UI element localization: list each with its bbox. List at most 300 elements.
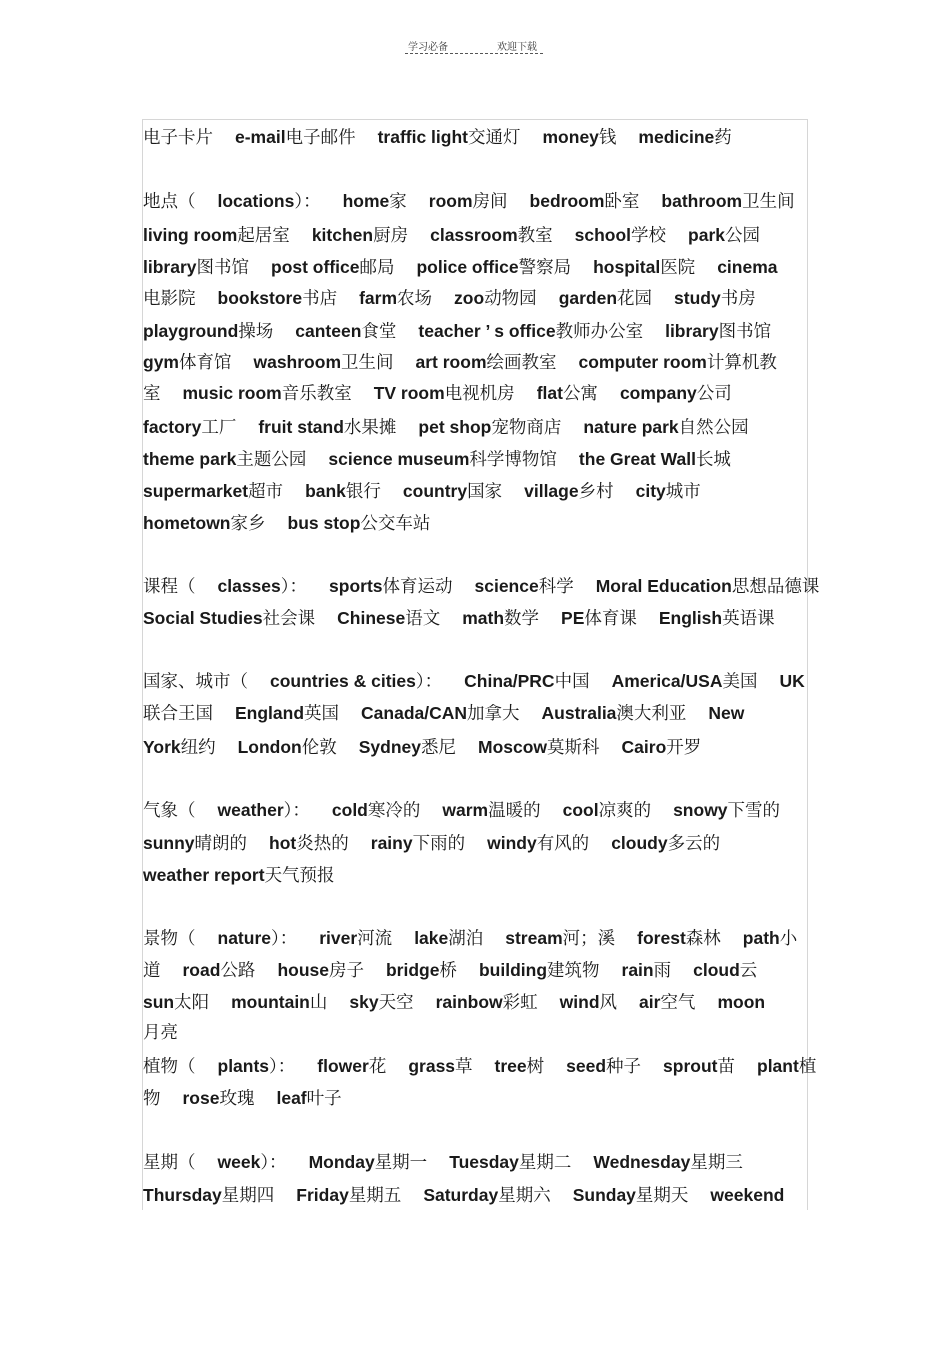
chinese-meaning: 长城 (695, 450, 731, 470)
chinese-meaning: 星期五 (348, 1186, 402, 1206)
english-word: library (665, 321, 719, 341)
english-word: plants (217, 1056, 270, 1076)
vocab-term (218, 289, 338, 309)
chinese-meaning: 凉爽的 (598, 801, 652, 821)
chinese-meaning: 房间 (472, 192, 508, 212)
vocab-term (710, 1186, 784, 1206)
english-word: nature park (583, 417, 679, 437)
vocab-term (524, 482, 613, 502)
chinese-meaning: 下雪的 (727, 801, 781, 821)
chinese-meaning: 湖泊 (448, 929, 484, 949)
vocab-term (663, 1057, 735, 1077)
english-word: hometown (143, 513, 231, 533)
chinese-meaning: 宠物商店 (491, 418, 562, 438)
vocab-term (183, 1089, 255, 1109)
vocab-line (143, 416, 749, 439)
vocab-term (543, 128, 617, 148)
english-word: playground (143, 321, 239, 341)
english-word: rain (621, 960, 654, 980)
english-word: company (619, 383, 697, 403)
chinese-meaning: 美国 (722, 672, 758, 692)
english-word: Thursday (143, 1185, 222, 1205)
vocab-line (143, 959, 757, 982)
vocab-term (143, 1089, 161, 1109)
vocab-term (143, 577, 196, 597)
chinese-meaning: 房子 (328, 961, 364, 981)
vocab-term (143, 450, 306, 470)
english-word: park (688, 225, 726, 245)
vocab-term (423, 1186, 550, 1206)
vocab-term (143, 609, 315, 629)
vocab-line (143, 1184, 784, 1207)
header-divider (405, 53, 543, 54)
vocab-term (386, 961, 457, 981)
chinese-meaning: 种子 (606, 1057, 642, 1077)
english-word: Friday (296, 1185, 349, 1205)
vocab-term (566, 1057, 641, 1077)
vocab-term (143, 514, 266, 534)
chinese-meaning: 公交车站 (360, 514, 431, 534)
vocab-term (143, 993, 209, 1013)
english-word: cinema (717, 257, 778, 277)
english-word: air (639, 992, 661, 1012)
vocab-line (143, 190, 795, 213)
vocab-term (143, 1057, 196, 1077)
vocab-line (143, 320, 771, 343)
english-word: road (182, 960, 221, 980)
chinese-meaning: 道 (143, 961, 161, 981)
chinese-meaning: 电子邮件 (285, 128, 356, 148)
english-word: China/PRC (464, 671, 555, 691)
vocab-line (143, 224, 760, 247)
english-word: city (635, 481, 666, 501)
chinese-meaning: 公园 (725, 226, 761, 246)
vocab-term (143, 1186, 274, 1206)
chinese-meaning: 图书馆 (718, 322, 772, 342)
vocab-term (218, 1153, 287, 1173)
vocab-line (143, 575, 819, 598)
chinese-meaning: 星期一 (374, 1153, 428, 1173)
vocab-term (332, 801, 420, 821)
english-word: farm (359, 288, 398, 308)
english-word: art room (415, 352, 487, 372)
chinese-meaning: 城市 (665, 482, 701, 502)
vocab-term (276, 1089, 341, 1109)
english-word: cloudy (611, 833, 668, 853)
chinese-meaning: 教师办公室 (555, 322, 644, 342)
chinese-meaning: 下雨的 (412, 834, 466, 854)
english-word: police office (416, 257, 519, 277)
english-word: Tuesday (449, 1152, 519, 1172)
chinese-meaning: ）： (270, 929, 298, 949)
vocab-line (143, 991, 765, 1014)
vocab-line (143, 607, 775, 630)
english-word: hot (269, 833, 297, 853)
chinese-meaning: 交通灯 (468, 128, 521, 148)
chinese-meaning: 自然公园 (678, 418, 749, 438)
vocab-term (218, 192, 321, 212)
vocab-term (583, 418, 748, 438)
english-word: York (143, 737, 181, 757)
english-word: study (674, 288, 721, 308)
vocab-term (637, 929, 721, 949)
english-word: TV room (373, 383, 445, 403)
vocab-line (143, 832, 720, 855)
vocab-term (143, 738, 216, 758)
english-word: country (402, 481, 468, 501)
chinese-meaning: 植 (798, 1057, 817, 1077)
english-word: London (237, 737, 302, 757)
chinese-meaning: 乡村 (578, 482, 614, 502)
vocab-term (329, 577, 452, 597)
vocab-line (143, 126, 732, 149)
vocab-term (359, 738, 456, 758)
chinese-meaning: 月亮 (143, 1023, 178, 1043)
vocab-term (143, 961, 161, 981)
english-word: the Great Wall (578, 449, 696, 469)
chinese-meaning: 图书馆 (196, 258, 249, 278)
vocab-term (639, 993, 695, 1013)
vocab-term (638, 128, 731, 148)
vocab-term (779, 672, 804, 692)
english-word: Sydney (358, 737, 421, 757)
vocab-term (143, 353, 231, 373)
vocab-term (288, 514, 431, 534)
vocab-term (414, 929, 483, 949)
chinese-meaning: 邮局 (359, 258, 395, 278)
english-word: moon (717, 992, 766, 1012)
chinese-meaning: 天气预报 (264, 866, 335, 886)
english-word: flower (317, 1056, 369, 1076)
chinese-meaning: 学校 (631, 226, 667, 246)
chinese-meaning: 晴朗的 (194, 834, 248, 854)
vocab-term (475, 577, 574, 597)
chinese-meaning: 气象（ (143, 801, 196, 821)
english-word: countries & cities (270, 671, 416, 691)
vocab-line (143, 670, 805, 693)
chinese-meaning: 体育课 (584, 609, 637, 629)
vocab-term (688, 226, 760, 246)
english-word: flat (536, 383, 563, 403)
vocab-term (449, 1153, 571, 1173)
vocab-term (674, 289, 756, 309)
chinese-meaning: 起居室 (237, 226, 290, 246)
chinese-meaning: 电子卡片 (143, 128, 213, 148)
vocab-term (573, 1186, 689, 1206)
english-word: garden (558, 288, 618, 308)
chinese-meaning: 家 (389, 192, 407, 212)
vocab-line (143, 480, 701, 503)
english-word: e-mail (235, 127, 286, 147)
english-word: library (143, 257, 197, 277)
vocab-term (143, 128, 213, 148)
chinese-meaning: 太阳 (174, 993, 210, 1013)
vocab-term (542, 704, 687, 724)
chinese-meaning: 中国 (554, 672, 590, 692)
vocab-term (269, 834, 349, 854)
chinese-meaning: 书店 (302, 289, 338, 309)
vocab-line (143, 382, 732, 405)
chinese-meaning: 星期（ (143, 1153, 196, 1173)
chinese-meaning: 澳大利亚 (616, 704, 687, 724)
chinese-meaning: 悉尼 (421, 738, 456, 758)
vocab-term (611, 834, 720, 854)
english-word: sprout (663, 1056, 718, 1076)
english-word: week (217, 1152, 261, 1172)
english-word: canteen (295, 321, 362, 341)
vocab-term (296, 1186, 401, 1206)
content-frame (142, 119, 808, 1210)
chinese-meaning: 开罗 (666, 738, 702, 758)
english-word: bathroom (661, 191, 743, 211)
chinese-meaning: 农场 (397, 289, 433, 309)
vocab-line (143, 1151, 743, 1174)
chinese-meaning: 伦敦 (301, 738, 337, 758)
vocab-term (183, 384, 352, 404)
chinese-meaning: 音乐教室 (281, 384, 352, 404)
english-word: UK (779, 671, 805, 691)
english-word: supermarket (143, 481, 249, 501)
english-word: sky (349, 992, 379, 1012)
vocab-term (378, 128, 521, 148)
chinese-meaning: 加拿大 (467, 704, 520, 724)
vocab-term (343, 192, 407, 212)
chinese-meaning: 森林 (685, 929, 721, 949)
vocab-term (429, 192, 508, 212)
chinese-meaning: 钱 (598, 128, 617, 148)
english-word: gym (143, 352, 179, 372)
chinese-meaning: 课程（ (143, 577, 196, 597)
vocab-term (408, 1057, 472, 1077)
vocab-term (530, 192, 640, 212)
chinese-meaning: 英语课 (722, 609, 775, 629)
english-word: weather report (143, 865, 265, 885)
vocab-term (253, 353, 393, 373)
chinese-meaning: 工厂 (201, 418, 237, 438)
english-word: post office (271, 257, 360, 277)
vocab-term (478, 738, 600, 758)
chinese-meaning: ）： (260, 1153, 287, 1173)
vocab-term (317, 1057, 386, 1077)
chinese-meaning: 星期三 (690, 1153, 743, 1173)
vocab-term (231, 993, 327, 1013)
english-word: living room (143, 225, 238, 245)
chinese-meaning: 彩虹 (502, 993, 538, 1013)
vocab-line (143, 1055, 816, 1078)
english-word: cloud (693, 960, 740, 980)
vocab-term (622, 738, 702, 758)
chinese-meaning: 小 (779, 929, 798, 949)
vocab-term (143, 482, 283, 502)
vocab-term (416, 258, 571, 278)
english-word: medicine (638, 127, 715, 147)
vocab-term (270, 672, 442, 692)
vocab-term (593, 1153, 742, 1173)
english-word: classes (217, 576, 281, 596)
chinese-meaning: 数学 (504, 609, 540, 629)
chinese-meaning: 建筑物 (547, 961, 600, 981)
english-word: music room (182, 383, 282, 403)
vocab-term (495, 1057, 545, 1077)
chinese-meaning: 玫瑰 (219, 1089, 255, 1109)
english-word: washroom (253, 352, 342, 372)
vocab-line (143, 512, 430, 535)
chinese-meaning: 温暖的 (488, 801, 541, 821)
chinese-meaning: 地点（ (143, 192, 196, 212)
english-word: fruit stand (258, 417, 344, 437)
vocab-line (143, 799, 780, 822)
chinese-meaning: ）： (415, 672, 443, 692)
vocab-term (328, 450, 557, 470)
vocab-term (620, 384, 732, 404)
english-word: math (462, 608, 505, 628)
chinese-meaning: 花园 (617, 289, 653, 309)
vocab-term (575, 226, 666, 246)
vocab-term (596, 577, 820, 597)
chinese-meaning: 警察局 (518, 258, 572, 278)
english-word: factory (143, 417, 202, 437)
english-word: mountain (231, 992, 310, 1012)
vocab-term (757, 1057, 816, 1077)
vocab-term (559, 289, 652, 309)
chinese-meaning: 空气 (660, 993, 696, 1013)
chinese-meaning: 莫斯科 (547, 738, 600, 758)
english-word: cool (562, 800, 599, 820)
english-word: sun (143, 992, 175, 1012)
vocab-term (218, 929, 298, 949)
vocab-line (143, 736, 701, 759)
english-word: Canada/CAN (361, 703, 468, 723)
english-word: warm (442, 800, 489, 820)
vocab-term (717, 258, 777, 278)
vocab-term (374, 384, 515, 404)
vocab-term (305, 482, 381, 502)
english-word: Saturday (423, 1185, 499, 1205)
vocab-term (436, 993, 538, 1013)
vocab-term (143, 384, 161, 404)
english-word: home (342, 191, 390, 211)
vocab-term (361, 704, 520, 724)
english-word: sports (329, 576, 383, 596)
english-word: rainbow (435, 992, 503, 1012)
vocab-term (464, 672, 589, 692)
chinese-meaning: 国家 (467, 482, 503, 502)
english-word: money (542, 127, 599, 147)
chinese-meaning: 体育运动 (382, 577, 453, 597)
vocab-term (143, 834, 247, 854)
vocab-term (717, 993, 765, 1013)
chinese-meaning: 公司 (696, 384, 732, 404)
english-word: river (319, 928, 358, 948)
chinese-meaning: 科学博物馆 (469, 450, 557, 470)
vocab-term (430, 226, 553, 246)
english-word: village (524, 481, 579, 501)
english-word: stream (505, 928, 563, 948)
english-word: PE (561, 608, 585, 628)
chinese-meaning: 叶子 (306, 1089, 342, 1109)
chinese-meaning: ）： (294, 192, 321, 212)
english-word: house (277, 960, 329, 980)
vocab-term (708, 704, 744, 724)
chinese-meaning: 苗 (717, 1057, 735, 1077)
english-word: science (474, 576, 539, 596)
vocab-term (418, 322, 643, 342)
english-word: science museum (328, 449, 470, 469)
chinese-meaning: 食堂 (361, 322, 397, 342)
english-word: traffic light (377, 127, 468, 147)
english-word: pet shop (418, 417, 492, 437)
chinese-meaning: 国家、城市（ (143, 672, 248, 692)
chinese-meaning: 公路 (220, 961, 256, 981)
vocab-term (258, 418, 396, 438)
english-word: building (478, 960, 548, 980)
english-word: tree (494, 1056, 527, 1076)
vocab-term (537, 384, 598, 404)
vocab-term (693, 961, 757, 981)
chinese-meaning: 树 (526, 1057, 545, 1077)
vocab-term (143, 289, 196, 309)
vocab-line (143, 287, 756, 310)
english-word: theme park (143, 449, 237, 469)
vocab-term (560, 993, 617, 1013)
vocab-term (673, 801, 780, 821)
english-word: Social Studies (143, 608, 263, 628)
chinese-meaning: 家乡 (230, 514, 266, 534)
english-word: leaf (276, 1088, 307, 1108)
chinese-meaning: 语文 (405, 609, 441, 629)
english-word: Sunday (572, 1185, 636, 1205)
english-word: cold (331, 800, 368, 820)
vocab-term (371, 834, 465, 854)
vocab-term (563, 801, 651, 821)
english-word: Cairo (621, 737, 667, 757)
vocab-line (143, 256, 778, 279)
chinese-meaning: 寒冷的 (367, 801, 421, 821)
vocab-line (143, 1022, 178, 1044)
chinese-meaning: 炎热的 (296, 834, 349, 854)
chinese-meaning: 卫生间 (341, 353, 394, 373)
english-word: bookstore (217, 288, 303, 308)
vocab-term (143, 1153, 196, 1173)
vocab-term (309, 1153, 428, 1173)
english-word: weekend (710, 1185, 785, 1205)
english-word: bedroom (529, 191, 605, 211)
chinese-meaning: 草 (455, 1057, 473, 1077)
vocab-term (271, 258, 394, 278)
english-word: New (708, 703, 745, 723)
vocab-term (295, 322, 396, 342)
chinese-meaning: 科学 (538, 577, 574, 597)
vocab-term (462, 609, 539, 629)
vocab-term (416, 353, 557, 373)
english-word: kitchen (311, 225, 374, 245)
header-left-text: 学习必备 (408, 42, 448, 53)
vocab-term (319, 929, 392, 949)
english-word: lake (414, 928, 449, 948)
vocab-term (235, 704, 339, 724)
vocab-term (143, 704, 213, 724)
english-word: English (658, 608, 723, 628)
vocab-line (143, 927, 797, 950)
chinese-meaning: 雨 (653, 961, 672, 981)
english-word: England (235, 703, 305, 723)
english-word: school (574, 225, 632, 245)
vocab-term (479, 961, 600, 981)
chinese-meaning: 绘画教室 (486, 353, 557, 373)
chinese-meaning: 河；溪 (562, 929, 616, 949)
vocab-term (337, 609, 440, 629)
chinese-meaning: 植物（ (143, 1057, 196, 1077)
